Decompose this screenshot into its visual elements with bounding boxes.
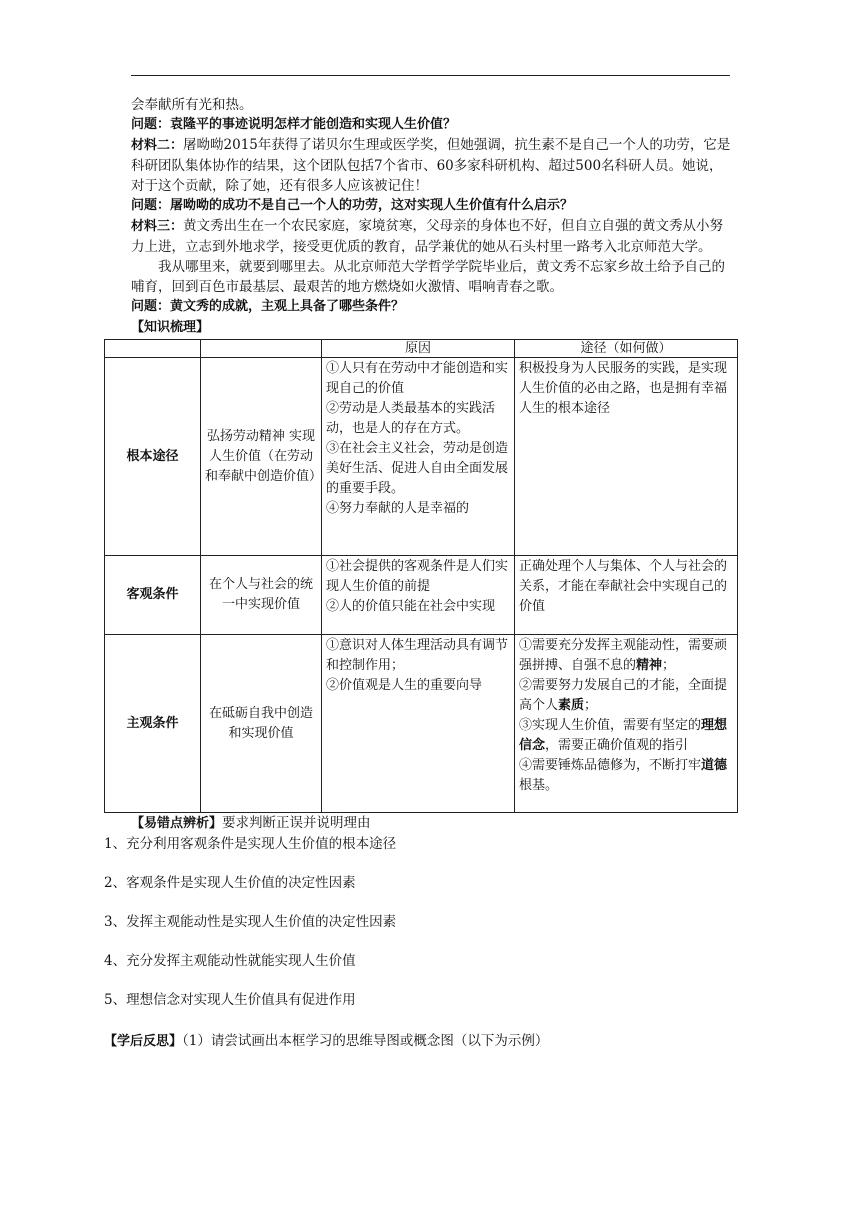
path-item [519,636,733,676]
row-path: 积极投身为人民服务的实践，是实现人生价值的必由之路，也是拥有幸福人生的根本途径 [515,358,738,556]
material-3-label: 材料三： [131,219,184,234]
text-line: 会奉献所有光和热。 [131,97,253,113]
table-header-row [105,340,738,358]
header-rule [131,75,730,76]
error-analysis-heading [131,813,736,834]
path-keyword: 道德 [701,758,728,773]
material-3 [131,216,736,257]
question-1: 问题：袁隆平的事迹说明怎样才能创造和实现人生价值？ [131,117,457,132]
error-item: 2、客观条件是实现人生价值的决定性因素 [104,875,356,891]
table-row [105,358,738,556]
row-desc: 弘扬劳动精神 实现人生价值（在劳动和奉献中创造价值） [201,358,322,556]
error-analysis-requirement: 要求判断正误并说明理由 [222,815,371,831]
row-label: 主观条件 [105,635,201,813]
row-path [515,635,738,813]
path-keyword: 素质 [558,698,585,713]
reflection-line [104,1031,736,1052]
reason-item: ③在社会主义社会，劳动是创造美好生活、促进人自由全面发展的重要手段。 [326,441,509,496]
header-empty-cell [201,340,322,358]
path-text: ； [584,698,598,713]
question-2: 问题：屠呦呦的成功不是自己一个人的功劳，这对实现人生价值有什么启示？ [131,198,574,213]
row-label: 根本途径 [105,358,201,556]
question-3: 问题：黄文秀的成就，主观上具备了哪些条件？ [131,299,405,314]
row-desc: 在个人与社会的统一中实现价值 [201,556,322,635]
error-item: 5、理想信念对实现人生价值具有促进作用 [104,992,356,1008]
row-desc: 在砥砺自我中创造和实现价值 [201,635,322,813]
path-item [519,716,733,756]
path-keyword: 精神 [636,658,663,673]
reason-item: ①社会提供的客观条件是人们实现人生价值的前提 [326,559,509,594]
row-label: 客观条件 [105,556,201,635]
path-item [519,676,733,716]
path-text: ； [662,658,676,673]
table-row [105,556,738,635]
path-text: ④需要锤炼品德修为，不断打牢 [519,758,702,773]
path-text: ，需要正确价值观的指引 [545,738,689,753]
material-2-label: 材料二： [131,138,184,153]
material-3-paragraph-2: 我从哪里来，就要到哪里去。从北京师范大学哲学学院毕业后，黄文秀不忘家乡故土给予自己的哺育，回到百色市最基层、最艰苦的地方燃烧如火激情、唱响青春之歌。 [131,259,725,295]
knowledge-title: 【知识梳理】 [131,320,210,335]
row-path: 正确处理个人与集体、个人与社会的关系，才能在奉献社会中实现自己的价值 [515,556,738,635]
reason-item: ②价值观是人生的重要向导 [326,678,483,693]
material-2 [131,135,736,196]
path-text: ②需要努力发展自己的才能，全面提高个人 [519,678,728,713]
reason-item: ②人的价值只能在社会中实现 [326,599,496,614]
path-text: ③实现人生价值，需要有坚定的 [519,718,702,733]
error-analysis-title: 【易错点辨析】 [131,816,223,831]
path-text: 根基。 [519,778,559,793]
document-body [104,95,736,1052]
reflection-title: 【学后反思】 [104,1034,183,1049]
path-keyword: 理想信念 [519,718,728,753]
error-item: 1、充分利用客观条件是实现人生价值的根本途径 [104,836,397,852]
material-2-text: 屠呦呦2015年获得了诺贝尔生理或医学奖，但她强调，抗生素不是自己一个人的功劳，它是科研团队集体协作的结果，这个团队包括7个省市、60多家科研机构、超过500名科研人员。她说，对于这个贡献，除了她，还有很多人应该被记住！ [131,137,731,194]
header-path: 途径（如何做） [515,340,738,358]
material-3-text: 黄文秀出生在一个农民家庭，家境贫寒，父母亲的身体也不好，但自立自强的黄文秀从小努力上进，立志到外地求学，接受更优质的教育，品学兼优的她从石头村里一路考入北京师范大学。 [131,218,724,255]
knowledge-table [104,339,738,813]
reason-item: ②劳动是人类最基本的实践活动，也是人的存在方式。 [326,401,496,436]
table-row [105,635,738,813]
header-reason: 原因 [322,340,515,358]
error-item: 4、充分发挥主观能动性就能实现人生价值 [104,953,356,969]
path-text: ①需要充分发挥主观能动性，需要顽强拼搏、自强不息的 [519,638,728,673]
row-reason [322,635,515,813]
row-reason [322,358,515,556]
reflection-text: （1）请尝试画出本框学习的思维导图或概念图（以下为示例） [182,1033,549,1049]
reason-item: ①人只有在劳动中才能创造和实现自己的价值 [326,361,509,396]
path-item [519,756,733,796]
header-empty-cell [105,340,201,358]
reason-item: ④努力奉献的人是幸福的 [326,501,470,516]
row-reason [322,556,515,635]
error-item: 3、发挥主观能动性是实现人生价值的决定性因素 [104,914,397,930]
reason-item: ①意识对人体生理活动具有调节和控制作用； [326,638,509,673]
